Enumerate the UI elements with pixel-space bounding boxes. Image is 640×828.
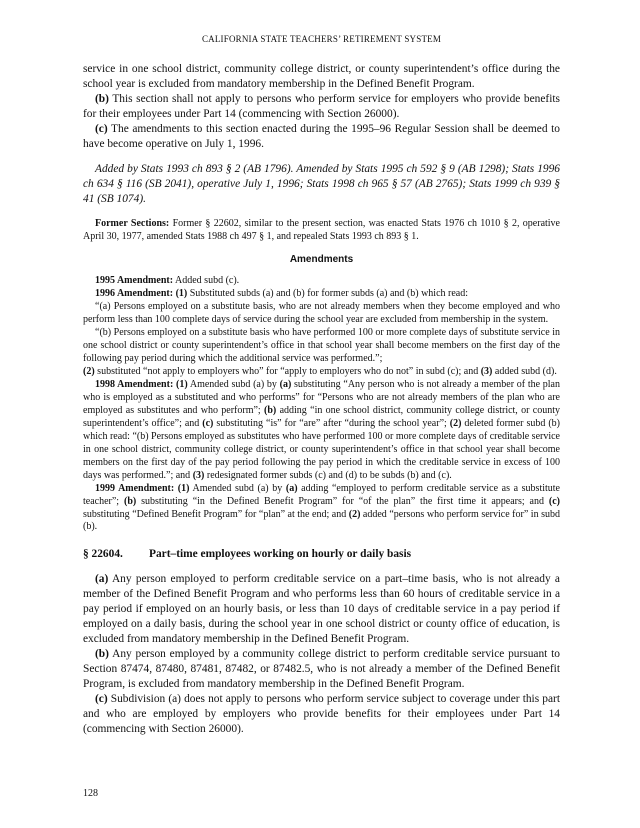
amendment-1998-sub-b-label: (b) bbox=[264, 404, 277, 416]
amendment-1998-sub-b-text: adding “in one school district, community college district, or county superintendent’s office”; and bbox=[83, 404, 561, 429]
amendment-1999-sub-b-label: (b) bbox=[123, 495, 137, 507]
amendment-1999-item-2-label: (2) bbox=[348, 508, 361, 520]
amendment-1995 bbox=[83, 275, 560, 288]
amendment-1998-sub-c-label: (c) bbox=[202, 417, 214, 429]
running-head: CALIFORNIA STATE TEACHERS’ RETIREMENT SYSTEM bbox=[201, 34, 442, 44]
section-heading bbox=[83, 547, 560, 562]
amendment-1999-sub-b-text: substituting “in the Defined Benefit Program” for “of the plan” the first time it appears; and bbox=[136, 495, 549, 507]
amendment-1996-item-1-text: Substituted subds (a) and (b) for former subds (a) and (b) which read: bbox=[187, 288, 468, 300]
section-title: Part–time employees working on hourly or daily basis bbox=[149, 548, 412, 561]
amendment-1998 bbox=[83, 379, 560, 483]
amendment-1996-item-3-label: (3) bbox=[480, 366, 493, 378]
amendment-1998-item-3-text: redesignated former subds (c) and (d) to be subds (b) and (c). bbox=[204, 469, 452, 481]
former-sections-note bbox=[83, 217, 560, 243]
section-subdivision-c-label: (c) bbox=[95, 693, 108, 706]
amendment-1998-label: 1998 Amendment: bbox=[95, 378, 174, 390]
amendment-1996 bbox=[83, 288, 560, 301]
amendment-1998-sub-c-text: substituting “is” for “are” after “during the school year”; bbox=[213, 417, 450, 429]
amendment-1999 bbox=[83, 483, 560, 535]
subdivision-b bbox=[83, 92, 560, 122]
amendment-1999-item-1-label: (1) bbox=[177, 482, 190, 494]
amendment-1998-item-1-text: Amended subd (a) by bbox=[187, 378, 280, 390]
former-sections-text: Former § 22602, similar to the present section, was enacted Stats 1976 ch 1010 § 2, operative April 30, 1977, amended Stats 1988 ch 497 § 1, and repealed Stats 1993 ch 893 § 1. bbox=[83, 217, 560, 243]
subdivision-c bbox=[83, 122, 560, 152]
section-subdivision-a-text: Any person employed to perform creditable service on a part–time basis, who is not already a member of the Defined Benefit Program and who performs less than 60 hours of creditable service in a pay period if employed on an hourly basis, or less than 10 days of creditable service in a pay period if employed on a daily basis, during the school year in one school district or county office of education, is excluded from mandatory membership in the Defined Benefit Program. bbox=[83, 572, 560, 645]
amendment-1996-item-1-label: (1) bbox=[175, 288, 188, 300]
amendment-1999-sub-a-text: adding “employed to perform creditable service as a substitute teacher”; bbox=[83, 482, 560, 507]
section-subdivision-a-label: (a) bbox=[95, 572, 109, 585]
former-sections-label: Former Sections: bbox=[95, 217, 170, 229]
body-text bbox=[83, 62, 560, 738]
amendment-1996-quote-b: “(b) Persons employed on a substitute basis who have performed 100 or more complete days of substitute service in one school district or county superintendent’s office in that school year shall become members on the first day of the following pay period during which the additional service was performed.”; bbox=[83, 327, 560, 365]
section-number: § 22604. bbox=[83, 548, 123, 561]
amendment-1999-sub-c-text: substituting “Defined Benefit Program” for “plan” at the end; and bbox=[83, 508, 349, 520]
section-subdivision-c bbox=[83, 692, 560, 737]
section-subdivision-c-text: Subdivision (a) does not apply to persons who perform service subject to coverage under this part and who are employed by employers who provide benefits for their employees under Part 14 (commencing with Section 26000). bbox=[83, 693, 560, 736]
amendment-1996-continued bbox=[83, 366, 560, 379]
amendment-1996-item-2-text: substituted “not apply to employers who” for “apply to employers who do not” in subd (c); and bbox=[94, 366, 481, 378]
section-subdivision-a bbox=[83, 572, 560, 647]
amendment-1995-text: Added subd (c). bbox=[173, 275, 240, 287]
subdivision-c-label: (c) bbox=[95, 123, 108, 136]
amendment-1998-sub-a-text: substituting “Any person who is not already a member of the plan who is employed as a substituted and who performs” for “Persons who are not already members of the plan who are employed as substitutes and who perform”; bbox=[83, 378, 560, 416]
amendment-1998-item-2-label: (2) bbox=[449, 417, 462, 429]
amendment-1995-label: 1995 Amendment: bbox=[95, 275, 174, 287]
section-subdivision-b-text: Any person employed by a community college district to perform creditable service pursuant to Section 87474, 87480, 87481, 87482, or 87482.5, who is not already a member of the Defined Benefit Program, is excluded from mandatory membership in the Defined Benefit Program. bbox=[83, 647, 560, 691]
amendment-1999-item-1-text: Amended subd (a) by bbox=[189, 482, 286, 494]
amendment-1996-item-3-text: added subd (d). bbox=[492, 366, 557, 378]
amendments-heading: Amendments bbox=[289, 254, 354, 266]
section-body bbox=[83, 572, 560, 738]
amendment-1999-label: 1999 Amendment: bbox=[95, 482, 175, 494]
subdivision-c-text: The amendments to this section enacted during the 1995–96 Regular Session shall be deemed to have become operative on July 1, 1996. bbox=[83, 123, 560, 151]
subdivision-b-text: This section shall not apply to persons who perform service for employers who provide benefits for their employees under Part 14 (commencing with Section 26000). bbox=[83, 93, 560, 121]
subdivision-b-label: (b) bbox=[95, 93, 109, 106]
amendment-1998-sub-a-label: (a) bbox=[279, 378, 292, 390]
amendment-1999-item-2-text: added “persons who perform service for” in subd (b). bbox=[83, 508, 560, 533]
amendment-1998-item-3-label: (3) bbox=[192, 469, 205, 481]
amendment-1999-sub-a-label: (a) bbox=[285, 482, 298, 494]
section-subdivision-b-label: (b) bbox=[95, 647, 109, 660]
page-number: 128 bbox=[83, 788, 98, 799]
amendments-list bbox=[83, 275, 560, 534]
amendment-1996-item-2-label: (2) bbox=[83, 366, 95, 378]
history-note: Added by Stats 1993 ch 893 § 2 (AB 1796). Amended by Stats 1995 ch 592 § 9 (AB 1298); Stats 1996 ch 634 § 116 (SB 2041), operative July 1, 1996; Stats 1998 ch 965 § 57 (AB 2765); Stats 1999 ch 939 § 41 (SB 1074). bbox=[83, 162, 560, 205]
amendment-1996-quote-a: “(a) Persons employed on a substitute basis, who are not already members when they become employed and who perform less than 100 complete days of service during the school year are excluded from membership in the system. bbox=[83, 301, 560, 326]
amendment-1999-sub-c-label: (c) bbox=[548, 495, 560, 507]
paragraph-continued: service in one school district, community college district, or county superintendent’s office during the school year is excluded from mandatory membership in the Defined Benefit Program. bbox=[83, 63, 560, 91]
amendment-1996-label: 1996 Amendment: bbox=[95, 288, 174, 300]
amendment-1998-item-2-text: deleted former subd (b) which read: “(b) Persons employed as substitutes who have performed 100 or more complete days of creditable service in one school district, community college district, or county superintendent’s office in that school year shall become members on the first day of the pay period following the pay period in which the creditable service in excess of 100 days was performed.”; and bbox=[83, 417, 560, 481]
amendment-1998-item-1-label: (1) bbox=[176, 378, 188, 390]
section-subdivision-b bbox=[83, 647, 560, 692]
